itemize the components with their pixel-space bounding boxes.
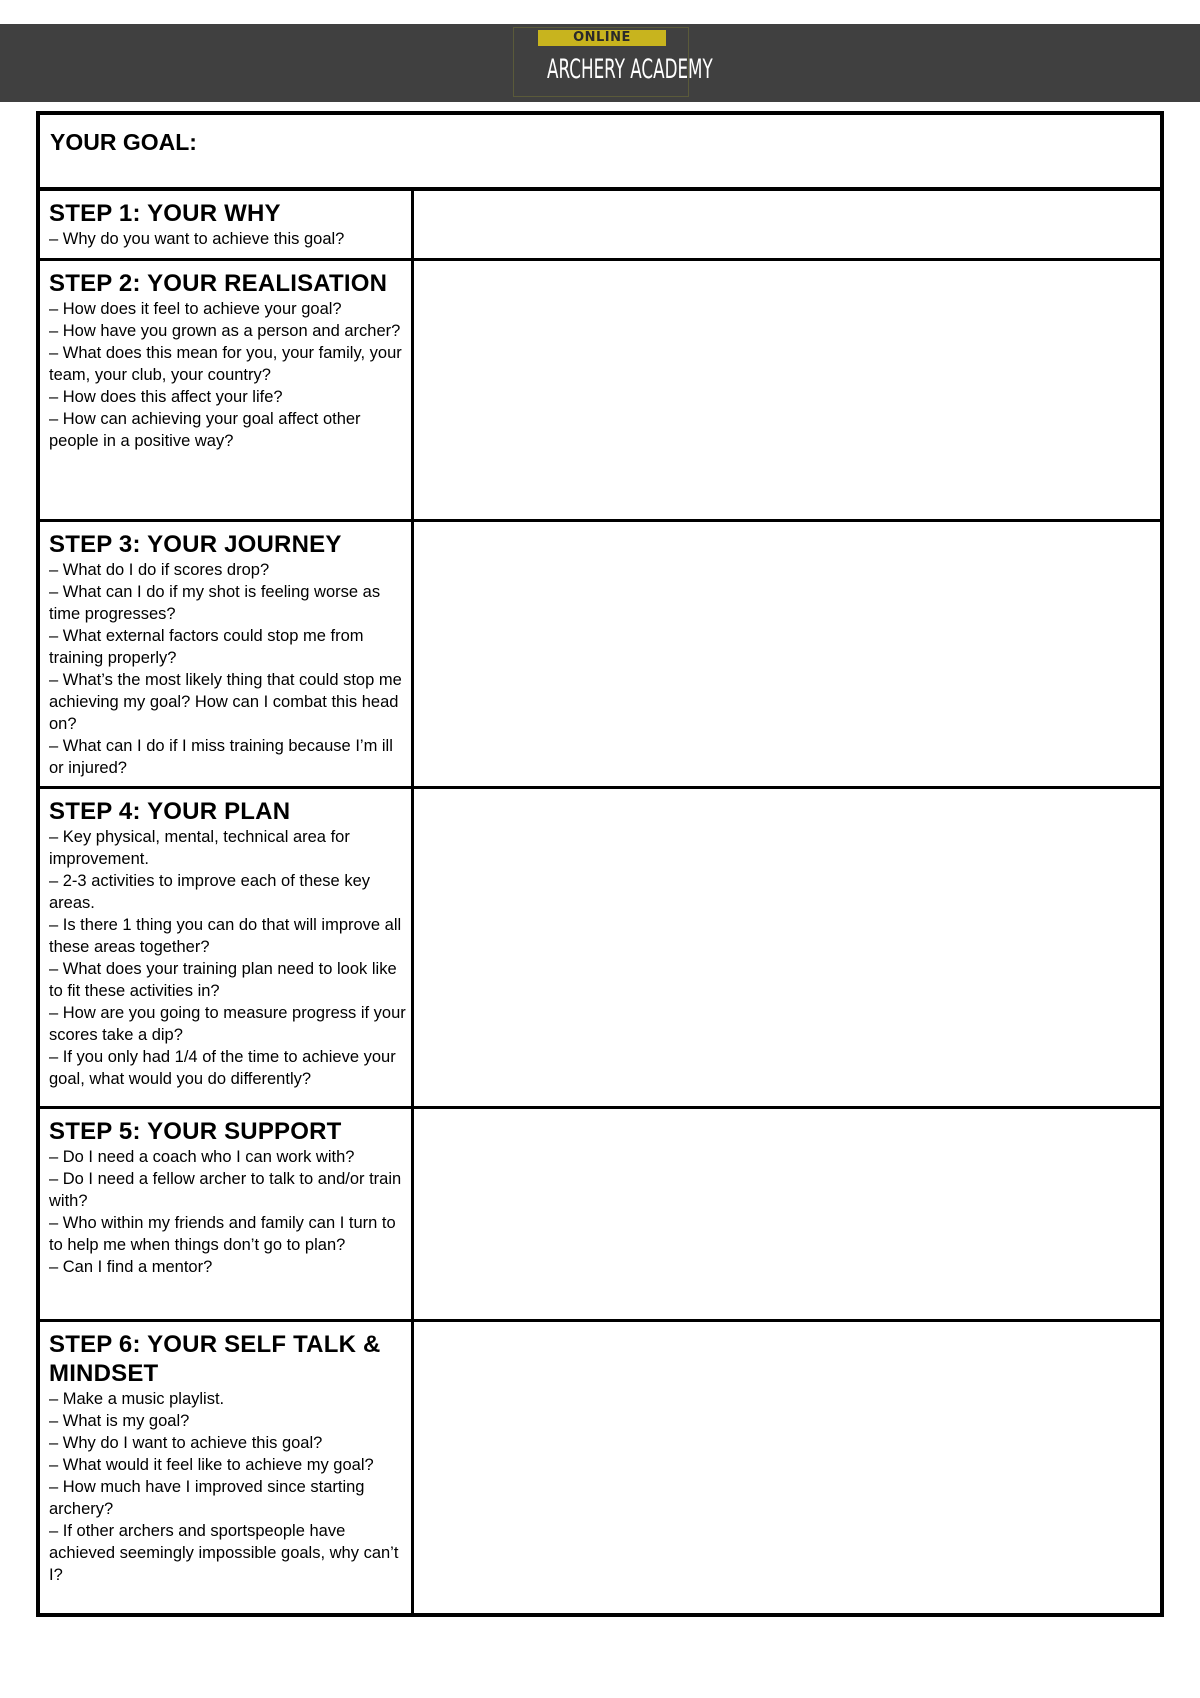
step-answer-field[interactable] [414, 1109, 1160, 1319]
step-question: – If other archers and sportspeople have achieved seemingly impossible goals, why can’t I? [49, 1522, 399, 1584]
step-question: – What’s the most likely thing that could stop me achieving my goal? How can I combat this head on? [49, 671, 402, 733]
archery-academy-logo [513, 27, 713, 97]
step-answer-field[interactable] [414, 522, 1160, 786]
step-row-realisation [40, 261, 1160, 522]
step-question: – Make a music playlist. [49, 1390, 225, 1408]
goal-row [40, 115, 1160, 191]
step-question: – How have you grown as a person and archer? [49, 322, 401, 340]
step-question: – What can I do if my shot is feeling worse as time progresses? [49, 583, 381, 623]
step-answer-field[interactable] [414, 789, 1160, 1106]
step-prompt-cell [40, 1322, 414, 1613]
step-questions [49, 1388, 407, 1586]
step-questions [49, 1146, 407, 1278]
step-title: STEP 3: YOUR JOURNEY [49, 531, 342, 558]
step-row-plan [40, 789, 1160, 1109]
step-question: – How does it feel to achieve your goal? [49, 300, 342, 318]
step-prompt-cell [40, 522, 414, 786]
step-question: – What does your training plan need to look like to fit these activities in? [49, 960, 397, 1000]
step-questions [49, 228, 407, 250]
step-question: – How much have I improved since starting archery? [49, 1478, 365, 1518]
step-prompt-cell [40, 789, 414, 1106]
step-question: – Who within my friends and family can I turn to to help me when things don’t go to plan? [49, 1214, 396, 1254]
step-question: – What do I do if scores drop? [49, 561, 270, 579]
step-row-journey [40, 522, 1160, 789]
step-question: – What does this mean for you, your family, your team, your club, your country? [49, 344, 402, 384]
step-question: – How are you going to measure progress if your scores take a dip? [49, 1004, 406, 1044]
step-questions [49, 298, 407, 452]
step-title: STEP 6: YOUR SELF TALK & MINDSET [49, 1331, 381, 1387]
step-title: STEP 2: YOUR REALISATION [49, 270, 388, 297]
logo-wordmark: ARCHERY ACADEMY [547, 54, 713, 85]
step-question: – 2-3 activities to improve each of these key areas. [49, 872, 370, 912]
step-questions [49, 826, 407, 1090]
step-prompt-cell [40, 1109, 414, 1319]
step-title: STEP 1: YOUR WHY [49, 200, 281, 227]
step-question: – What external factors could stop me from training properly? [49, 627, 364, 667]
logo-online-tag: ONLINE [538, 30, 666, 46]
step-question: – Key physical, mental, technical area for improvement. [49, 828, 350, 868]
step-title: STEP 4: YOUR PLAN [49, 798, 291, 825]
step-prompt-cell [40, 261, 414, 519]
step-question: – If you only had 1/4 of the time to achieve your goal, what would you do differently? [49, 1048, 396, 1088]
step-question: – What would it feel like to achieve my goal? [49, 1456, 374, 1474]
step-questions [49, 559, 407, 779]
step-question: – Why do I want to achieve this goal? [49, 1434, 323, 1452]
step-question: – Is there 1 thing you can do that will improve all these areas together? [49, 916, 402, 956]
header-bar [0, 24, 1200, 102]
step-question: – Do I need a coach who I can work with? [49, 1148, 355, 1166]
goal-worksheet [36, 111, 1164, 1617]
step-row-why [40, 191, 1160, 261]
goal-label: YOUR GOAL: [50, 129, 197, 155]
step-row-self-talk [40, 1322, 1160, 1613]
step-question: – Can I find a mentor? [49, 1258, 213, 1276]
step-answer-field[interactable] [414, 191, 1160, 258]
step-question: – Why do you want to achieve this goal? [49, 230, 345, 248]
step-question: – How can achieving your goal affect other people in a positive way? [49, 410, 361, 450]
step-title: STEP 5: YOUR SUPPORT [49, 1118, 342, 1145]
step-question: – How does this affect your life? [49, 388, 283, 406]
step-answer-field[interactable] [414, 261, 1160, 519]
step-question: – What can I do if I miss training because I’m ill or injured? [49, 737, 393, 777]
step-row-support [40, 1109, 1160, 1322]
step-answer-field[interactable] [414, 1322, 1160, 1613]
step-question: – What is my goal? [49, 1412, 190, 1430]
step-prompt-cell [40, 191, 414, 258]
step-question: – Do I need a fellow archer to talk to and/or train with? [49, 1170, 402, 1210]
